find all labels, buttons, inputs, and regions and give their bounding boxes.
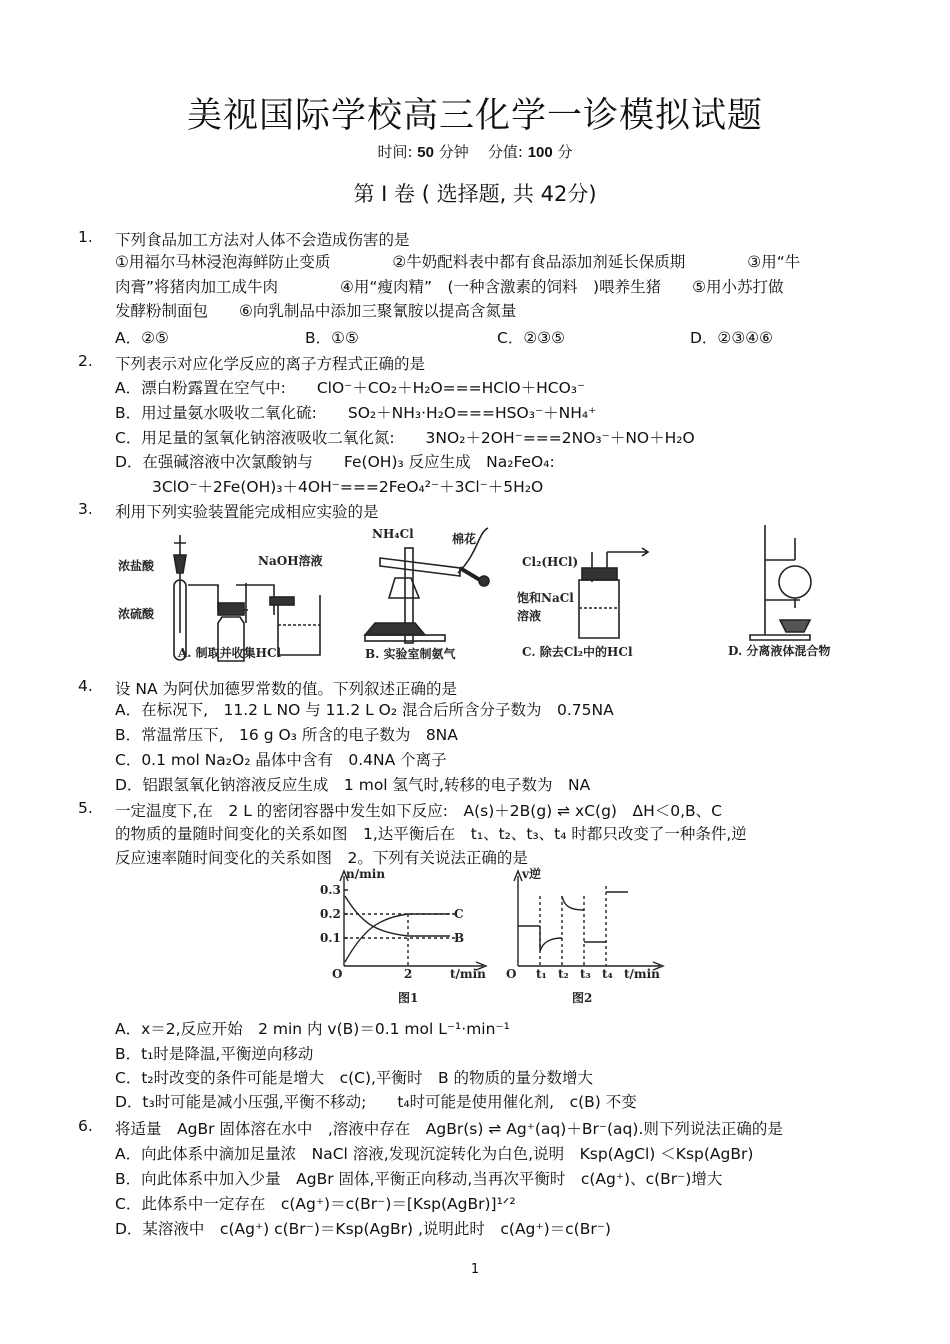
figure-2-graph [500, 866, 672, 1009]
q1-number: 1. [78, 228, 93, 246]
exam-meta [0, 141, 950, 162]
score-label: 分值: [487, 143, 523, 161]
q6-option-b: B．向此体系中加入少量 AgBr 固体,平衡正向移动,当再次平衡时 c(Ag⁺)、c(Br⁻)增大 [115, 1170, 723, 1188]
apparatus-c-label-2: 饱和NaCl [517, 591, 574, 605]
q3-stem: 利用下列实验装置能完成相应实验的是 [115, 503, 379, 521]
apparatus-a-label-2: 浓硫酸 [118, 607, 155, 621]
figure-2-t3: t₃ [580, 967, 591, 981]
q1-line3: 发酵粉制面包 ⑥向乳制品中添加三聚氰胺以提高含氮量 [115, 302, 517, 320]
q2-number: 2. [78, 352, 93, 370]
apparatus-a-caption: A. 制取并收集HCl [178, 646, 282, 660]
q5-option-d: D．t₃时可能是减小压强,平衡不移动; t₄时可能是使用催化剂, c(B) 不变 [115, 1093, 637, 1111]
q5-line1: 一定温度下,在 2 L 的密闭容器中发生如下反应: A(s)＋2B(g) ⇌ xC(g) ΔH＜0,B、C [115, 802, 722, 820]
q1-option-b: B．①⑤ [305, 329, 359, 347]
q1-option-a: A．②⑤ [115, 329, 169, 347]
figure-1-ylabel: n/min [346, 867, 386, 881]
apparatus-c-label-3: 溶液 [517, 609, 542, 623]
figure-1-xlabel: t/min [450, 967, 486, 981]
q1-stem: 下列食品加工方法对人体不会造成伤害的是 [115, 231, 410, 249]
figure-2-t2: t₂ [558, 967, 569, 981]
q2-option-d-line1: D．在强碱溶液中次氯酸钠与 Fe(OH)₃ 反应生成 Na₂FeO₄: [115, 453, 555, 471]
q4-option-c: C．0.1 mol Na₂O₂ 晶体中含有 0.4NA 个离子 [115, 751, 447, 769]
q2-option-a: A．漂白粉露置在空气中: ClO⁻＋CO₂＋H₂O===HClO＋HCO₃⁻ [115, 379, 586, 397]
q5-option-a: A．x＝2,反应开始 2 min 内 v(B)＝0.1 mol L⁻¹·min⁻¹ [115, 1020, 510, 1038]
q5-number: 5. [78, 799, 93, 817]
figure-1-y3: 0.1 [320, 931, 341, 945]
apparatus-a-figure [118, 525, 340, 665]
q3-number: 3. [78, 500, 93, 518]
q5-option-b: B．t₁时是降温,平衡逆向移动 [115, 1045, 314, 1063]
apparatus-d-figure [710, 520, 870, 665]
q4-option-b: B．常温常压下, 16 g O₃ 所含的电子数为 8NA [115, 726, 458, 744]
q1-line2: 肉膏”将猪肉加工成牛肉 ④用“瘦肉精” (一种含激素的饲料 )喂养生猪 ⑤用小苏打做 [115, 278, 784, 296]
q6-stem: 将适量 AgBr 固体溶在水中 ,溶液中存在 AgBr(s) ⇌ Ag⁺(aq)＋Br⁻(aq).则下列说法正确的是 [115, 1120, 783, 1138]
figure-2-origin: O [506, 967, 517, 981]
q5-option-c: C．t₂时改变的条件可能是增大 c(C),平衡时 B 的物质的量分数增大 [115, 1069, 594, 1087]
figure-2-t1: t₁ [536, 967, 547, 981]
figure-2-xlabel: t/min [624, 967, 660, 981]
q2-stem: 下列表示对应化学反应的离子方程式正确的是 [115, 355, 426, 373]
figure-2-ylabel: v逆 [522, 867, 541, 881]
q4-stem: 设 NA 为阿伏加德罗常数的值。下列叙述正确的是 [115, 680, 458, 698]
figure-2-caption: 图2 [572, 991, 593, 1005]
q2-option-c: C．用足量的氢氧化钠溶液吸收二氧化氮: 3NO₂＋2OH⁻===2NO₃⁻＋NO＋H₂O [115, 429, 695, 447]
apparatus-c-label-1: Cl₂(HCl) [522, 555, 579, 569]
q1-option-c: C．②③⑤ [497, 329, 566, 347]
figure-1-x2: 2 [404, 967, 413, 981]
q4-number: 4. [78, 677, 93, 695]
apparatus-b-caption: B. 实验室制氨气 [365, 647, 456, 661]
time-value: 50 [417, 144, 434, 161]
score-unit: 分 [557, 143, 573, 161]
figure-1-c-label: C [454, 907, 464, 921]
exam-title: 美视国际学校高三化学一诊模拟试题 [186, 96, 763, 136]
q6-option-c: C．此体系中一定存在 c(Ag⁺)＝c(Br⁻)＝[Ksp(AgBr)]¹ᐟ² [115, 1195, 516, 1213]
apparatus-c-figure [517, 540, 657, 665]
q1-line1: ①用福尔马林浸泡海鲜防止变质 ②牛奶配料表中都有食品添加剂延长保质期 ③用“牛 [115, 253, 801, 271]
figure-1-b-label: B [454, 931, 465, 945]
apparatus-b-label-2: 棉花 [452, 532, 477, 546]
figure-1-caption: 图1 [398, 991, 419, 1005]
apparatus-b-label-1: NH₄Cl [372, 527, 414, 541]
apparatus-a-label-1: 浓盐酸 [118, 559, 155, 573]
time-unit: 分钟 [438, 143, 469, 161]
figure-1-graph [318, 866, 498, 1009]
q5-line2: 的物质的量随时间变化的关系如图 1,达平衡后在 t₁、t₂、t₃、t₄ 时都只改变了一种条件,逆 [115, 825, 747, 843]
figure-1-y2: 0.2 [320, 907, 341, 921]
figure-2-t4: t₄ [602, 967, 613, 981]
q2-option-b: B．用过量氨水吸收二氧化硫: SO₂＋NH₃·H₂O===HSO₃⁻＋NH₄⁺ [115, 404, 597, 422]
apparatus-d-caption: D. 分离液体混合物 [728, 644, 831, 658]
page-number: 1 [470, 1262, 480, 1277]
q6-option-d: D．某溶液中 c(Ag⁺) c(Br⁻)＝Ksp(AgBr) ,说明此时 c(Ag⁺)＝c(Br⁻) [115, 1220, 611, 1238]
apparatus-b-figure [360, 523, 500, 665]
q6-number: 6. [78, 1117, 93, 1135]
q5-line3: 反应速率随时间变化的关系如图 2。下列有关说法正确的是 [115, 849, 528, 867]
q6-option-a: A．向此体系中滴加足量浓 NaCl 溶液,发现沉淀转化为白色,说明 Ksp(AgCl) ＜Ksp(AgBr) [115, 1145, 754, 1163]
q1-option-d: D．②③④⑥ [690, 329, 774, 347]
score-value: 100 [527, 144, 553, 161]
q2-option-d-line2: 3ClO⁻＋2Fe(OH)₃＋4OH⁻===2FeO₄²⁻＋3Cl⁻＋5H₂O [152, 478, 544, 496]
apparatus-a-label-3: NaOH溶液 [258, 554, 323, 568]
figure-1-origin: O [332, 967, 343, 981]
apparatus-c-caption: C. 除去Cl₂中的HCl [522, 645, 633, 659]
q4-option-d: D．铝跟氢氧化钠溶液反应生成 1 mol 氢气时,转移的电子数为 NA [115, 776, 591, 794]
time-label: 时间: [377, 143, 413, 161]
figure-1-y1: 0.3 [320, 883, 341, 897]
section-heading: 第 I 卷 ( 选择题, 共 42分) [353, 182, 597, 206]
q4-option-a: A．在标况下, 11.2 L NO 与 11.2 L O₂ 混合后所含分子数为 0.75NA [115, 701, 614, 719]
